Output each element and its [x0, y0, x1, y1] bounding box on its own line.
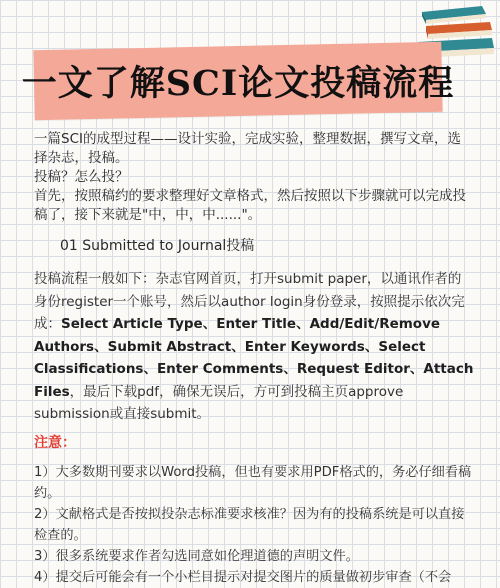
section-body-suffix: ，最后下载pdf，确保无误后，方可到投稿主页approve submission或直接submit。 — [34, 383, 404, 422]
notes-list — [34, 462, 474, 588]
section-title: 01 Submitted to Journal投稿 — [60, 238, 255, 254]
section-body-prefix: 投稿流程一般如下：杂志官网首页，打开submit paper，以通讯作者的身份register一个账号，然后以author login身份登录，按照提示依次完成： — [34, 271, 465, 332]
note-item-3: 3）很多系统要求作者勾选同意如伦理道德的声明文件。 — [34, 548, 359, 564]
note-item-2: 2）文献格式是否按拟投杂志标准要求核准？因为有的投稿系统是可以直接检查的。 — [34, 506, 465, 543]
intro-paragraph-1: 一篇SCI的成型过程——设计实验，完成实验，整理数据，撰写文章，选择杂志，投稿。 — [34, 131, 461, 166]
section-body-steps: Select Article Type、Enter Title、Add/Edit/Remove Authors、Submit Abstract、Enter Keywords、Select Classifications、Enter Comments、Request Editor、Attach Files — [34, 316, 474, 400]
intro-paragraph-3: 首先，按照稿约的要求整理好文章格式，然后按照以下步骤就可以完成投稿了，接下来就是"中，中，中......"。 — [34, 188, 466, 223]
page-title: 一文了解SCI论文投稿流程 — [21, 63, 455, 104]
note-item-4: 4）提交后可能会有一个小栏目提示对提交图片的质量做初步审查（不会 — [34, 569, 452, 585]
note-item-1: 1）大多数期刊要求以Word投稿，但也有要求用PDF格式的，务必仔细看稿约。 — [34, 464, 472, 501]
section-body — [34, 268, 474, 426]
notes-title: 注意： — [34, 434, 76, 451]
intro-paragraph-2: 投稿？怎么投？ — [34, 169, 129, 185]
article-content — [34, 130, 474, 588]
